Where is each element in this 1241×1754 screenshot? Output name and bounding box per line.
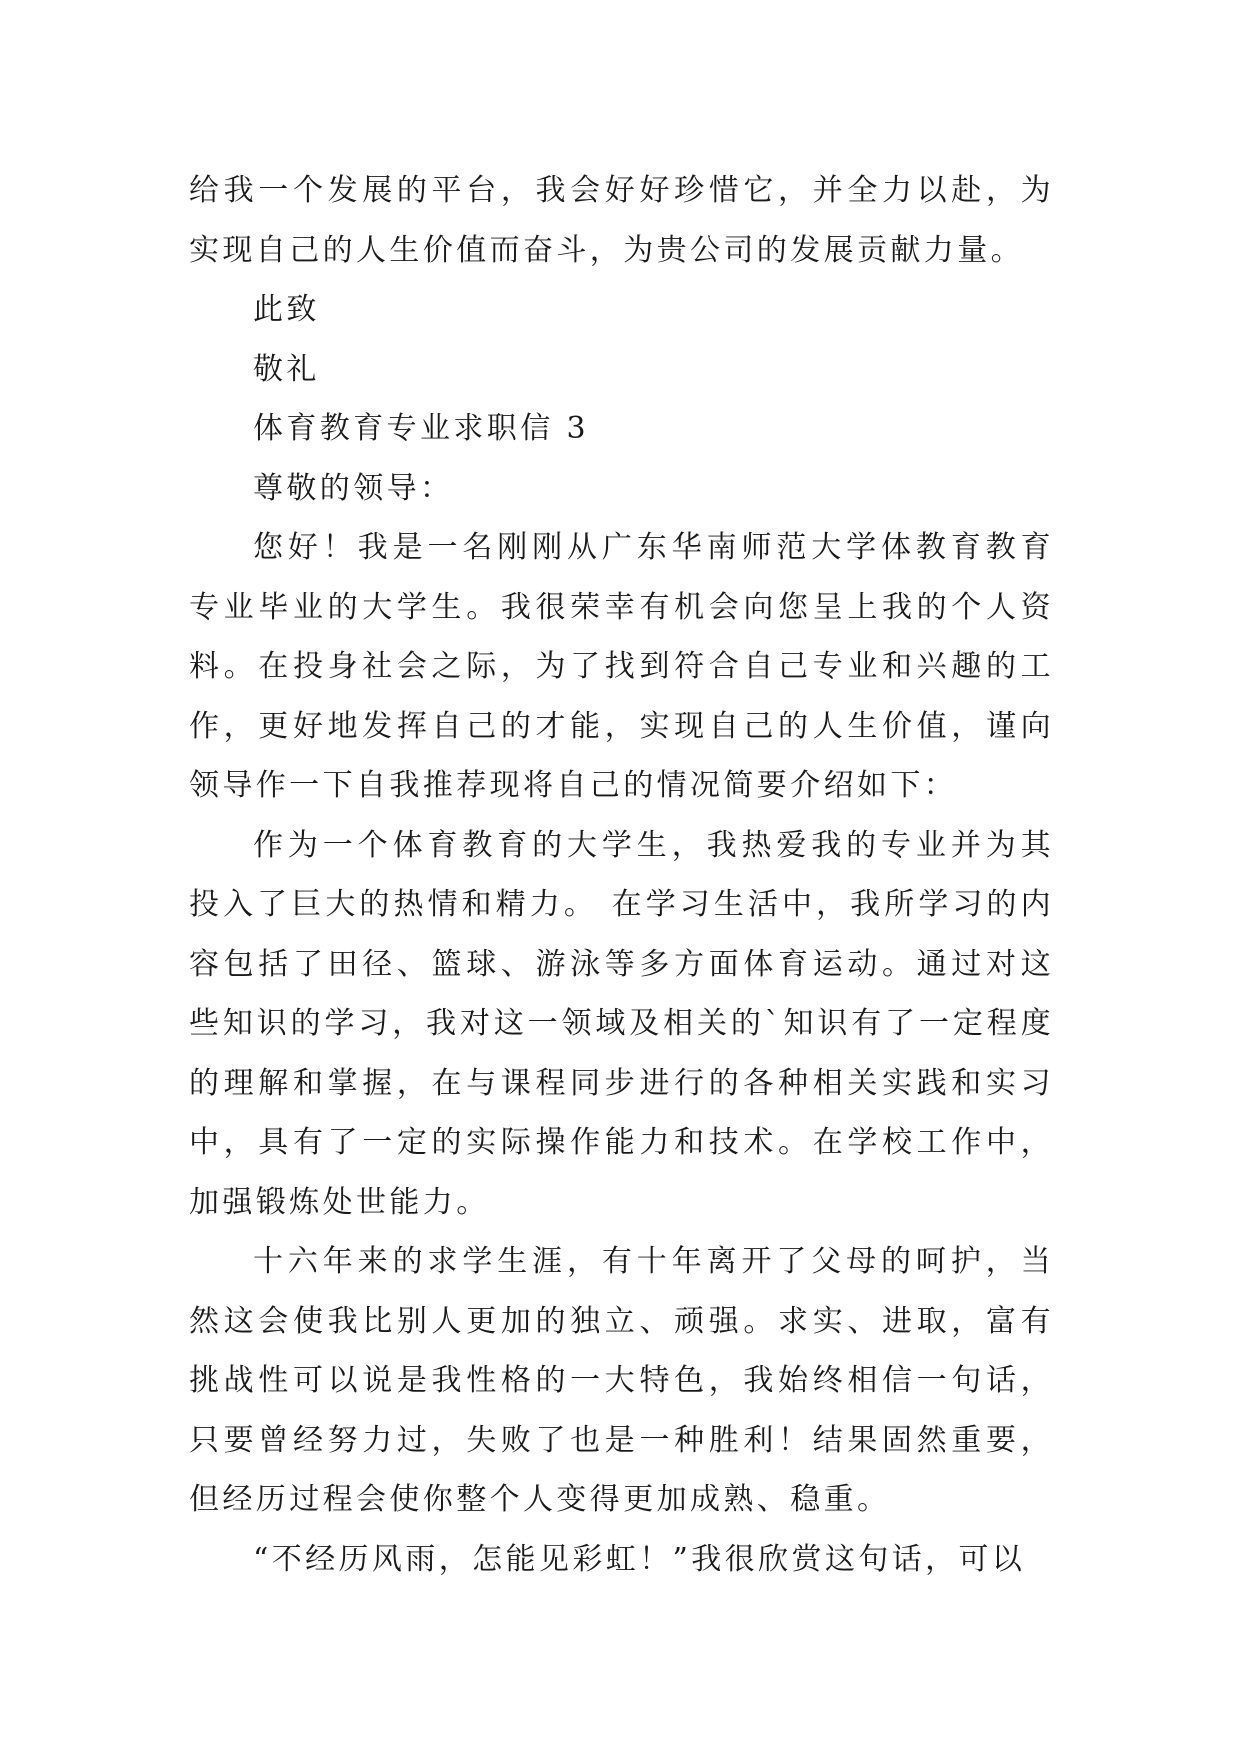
paragraph-introduction: 您好！我是一名刚刚从广东华南师范大学体教育教育专业毕业的大学生。我很荣幸有机会向您呈上我的个人资料。在投身社会之际，为了找到符合自己专业和兴趣的工作，更好地发挥自己的才能，实现自己的人生价值，谨向领导作一下自我推荐现将自己的情况简要介绍如下：	[189, 530, 1054, 803]
paragraph-closing: 给我一个发展的平台，我会好好珍惜它，并全力以赴，为实现自己的人生价值而奋斗，为贵公司的发展贡献力量。	[189, 173, 1054, 268]
document-body	[189, 161, 1054, 1589]
salutation-regards: 敬礼	[253, 351, 320, 387]
paragraph-quote: “不经历风雨，怎能见彩虹！”我很欣赏这句话，可以	[253, 1541, 1026, 1577]
salutation-closing: 此致	[253, 292, 320, 327]
section-heading: 体育教育专业求职信 3	[253, 411, 590, 446]
paragraph-character: 十六年来的求学生涯，有十年离开了父母的呵护，当然这会使我比别人更加的独立、顽强。求实、进取，富有挑战性可以说是我性格的一大特色，我始终相信一句话，只要曾经努力过，失败了也是一种胜利！结果固然重要，但经历过程会使你整个人变得更加成熟、稳重。	[189, 1244, 1054, 1517]
greeting: 尊敬的领导：	[253, 470, 454, 506]
paragraph-studies: 作为一个体育教育的大学生，我热爱我的专业并为其投入了巨大的热情和精力。 在学习生活中，我所学习的内容包括了田径、篮球、游泳等多方面体育运动。通过对这些知识的学习，我对这一领域及相关的`知识有了一定程度的理解和掌握，在与课程同步进行的各种相关实践和实习中，具有了一定的实际操作能力和技术。在学校工作中，加强锻炼处世能力。	[189, 827, 1054, 1220]
